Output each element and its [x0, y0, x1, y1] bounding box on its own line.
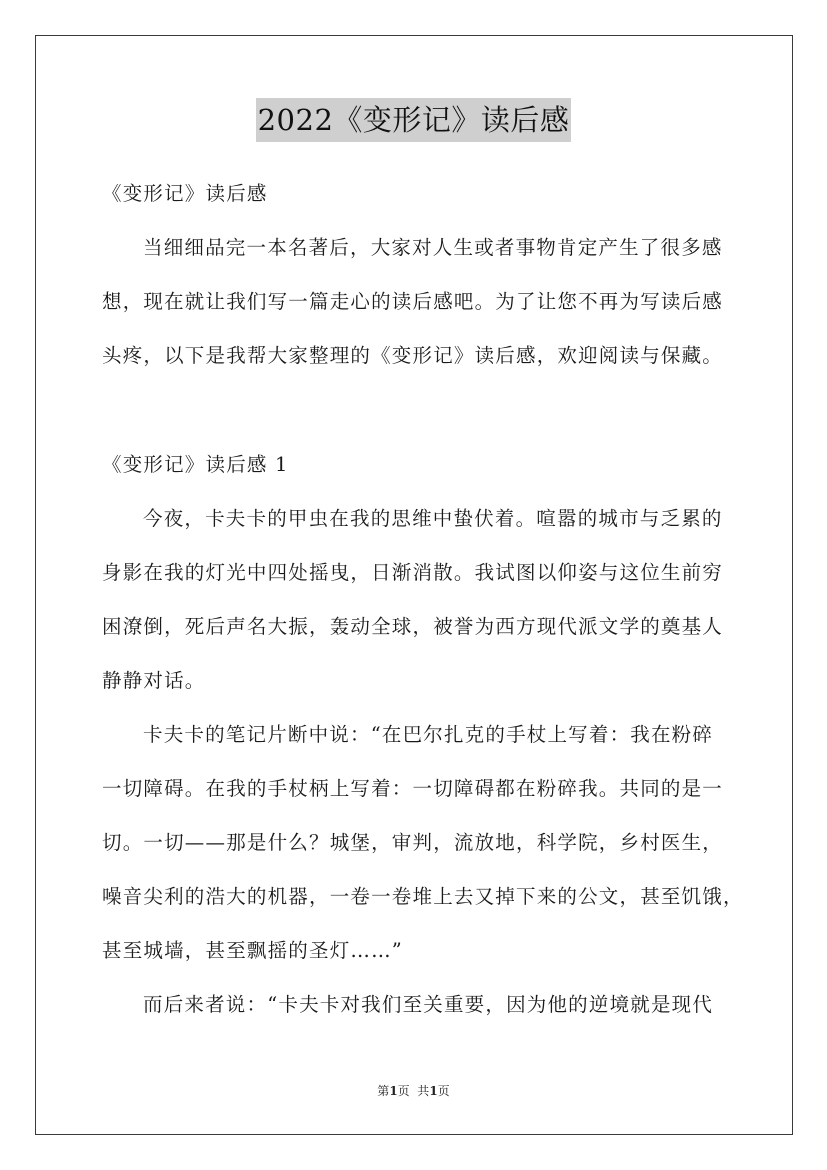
title-container [0, 98, 827, 142]
footer-total-pages: 1 [429, 1084, 438, 1098]
paragraph-line: 噪音尖利的浩大的机器，一卷一卷堆上去又掉下来的公文，甚至饥饿， [102, 885, 744, 908]
paragraph-line: 静静对话。 [102, 669, 206, 692]
intro-heading: 《变形记》读后感 [102, 182, 268, 205]
footer-prefix: 第 [377, 1084, 390, 1098]
page-footer [0, 1082, 827, 1100]
paragraph-line: 卡夫卡的笔记片断中说：“在巴尔扎克的手杖上写着：我在粉碎 [143, 723, 714, 746]
paragraph-line: 切。一切——那是什么？城堡，审判，流放地，科学院，乡村医生， [102, 831, 724, 854]
section-heading: 《变形记》读后感 1 [102, 453, 289, 476]
paragraph-line: 身影在我的灯光中四处摇曳，日渐消散。我试图以仰姿与这位生前穷 [102, 561, 724, 584]
footer-page-number: 1 [389, 1084, 398, 1098]
paragraph-line: 而后来者说：“卡夫卡对我们至关重要，因为他的逆境就是现代 [143, 993, 714, 1016]
paragraph-line: 困潦倒，死后声名大振，轰动全球，被誉为西方现代派文学的奠基人 [102, 615, 724, 638]
footer-suffix: 页 [437, 1084, 450, 1098]
paragraph-line: 今夜，卡夫卡的甲虫在我的思维中蛰伏着。喧嚣的城市与乏累的 [143, 507, 723, 530]
intro-line: 头疼，以下是我帮大家整理的《变形记》读后感，欢迎阅读与保藏。 [102, 344, 724, 367]
paragraph-line: 甚至城墙，甚至飘摇的圣灯……” [102, 939, 403, 962]
document-title: 2022《变形记》读后感 [256, 98, 572, 142]
intro-line: 想，现在就让我们写一篇走心的读后感吧。为了让您不再为写读后感 [102, 290, 724, 313]
paragraph-line: 一切障碍。在我的手杖柄上写着：一切障碍都在粉碎我。共同的是一 [102, 777, 724, 800]
intro-line: 当细细品完一本名著后，大家对人生或者事物肯定产生了很多感 [143, 236, 723, 259]
footer-mid: 页 共 [397, 1084, 430, 1098]
